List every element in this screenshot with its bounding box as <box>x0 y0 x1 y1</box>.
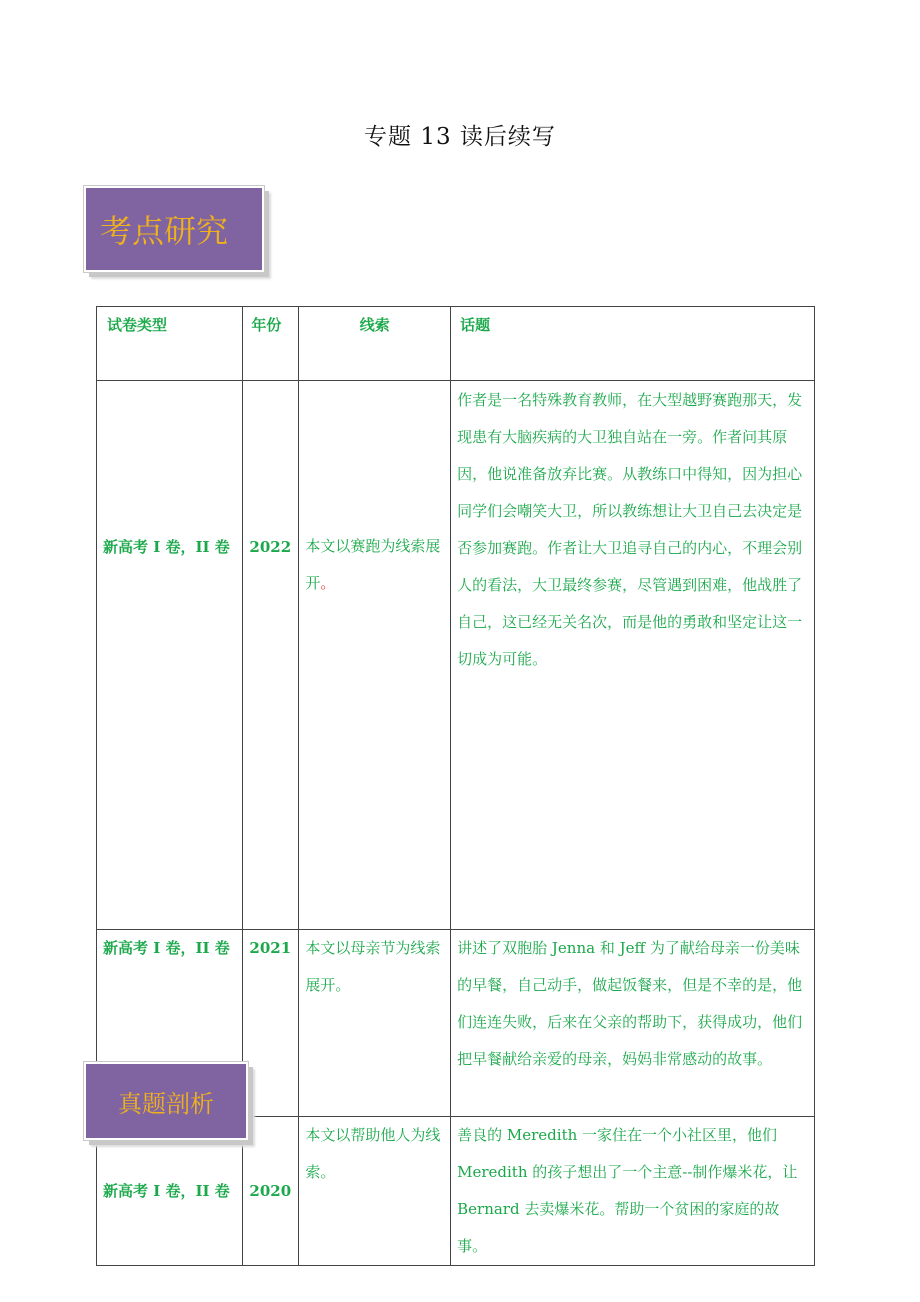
header-cell-year: 年份 <box>243 307 299 381</box>
table-header-row <box>97 307 815 381</box>
section-banner-label: 考点研究 <box>100 212 229 250</box>
page-title: 专题 13 读后续写 <box>364 124 556 150</box>
cell-exam-type: 新高考 I 卷，II 卷 <box>97 1117 243 1266</box>
section-banner-label: 真题剖析 <box>118 1089 214 1118</box>
cell-clue: 本文以帮助他人为线索。 <box>299 1117 451 1266</box>
cell-exam-type: 新高考 I 卷，II 卷 <box>97 381 243 930</box>
cell-year: 2022 <box>243 381 299 930</box>
header-cell-exam-type: 试卷类型 <box>97 307 243 381</box>
cell-topic: 善良的 Meredith 一家住在一个小社区里，他们 Meredith 的孩子想出了一个主意--制作爆米花，让 Bernard 去卖爆米花。帮助一个贫困的家庭的故事。 <box>451 1117 815 1266</box>
cell-exam-type: 新高考 I 卷，II 卷 <box>97 930 243 1117</box>
cell-topic: 作者是一名特殊教育教师，在大型越野赛跑那天，发现患有大脑疾病的大卫独自站在一旁。作者问其原因，他说准备放弃比赛。从教练口中得知，因为担心同学们会嘲笑大卫，所以教练想让大卫自己去决定是否参加赛跑。作者让大卫追寻自己的内心，不理会别人的看法，大卫最终参赛，尽管遇到困难，他战胜了自己，这已经无关名次，而是他的勇敢和坚定让这一切成为可能。 <box>451 381 815 930</box>
header-cell-clue: 线索 <box>299 307 451 381</box>
clue-period: 。 <box>320 574 336 592</box>
cell-year: 2020 <box>243 1117 299 1266</box>
cell-year: 2021 <box>243 930 299 1117</box>
section-banner-zhenti <box>84 1062 248 1140</box>
cell-topic: 讲述了双胞胎 Jenna 和 Jeff 为了献给母亲一份美味的早餐，自己动手，做起饭餐来，但是不幸的是，他们连连失败，后来在父亲的帮助下，获得成功，他们把早餐献给亲爱的母亲，妈妈非常感动的故事。 <box>451 930 815 1117</box>
section-banner-kaodian <box>84 186 264 272</box>
cell-clue: 本文以赛跑为线索展开。 <box>299 381 451 930</box>
table-row <box>97 381 815 930</box>
cell-clue: 本文以母亲节为线索展开。 <box>299 930 451 1117</box>
header-cell-topic: 话题 <box>451 307 815 381</box>
